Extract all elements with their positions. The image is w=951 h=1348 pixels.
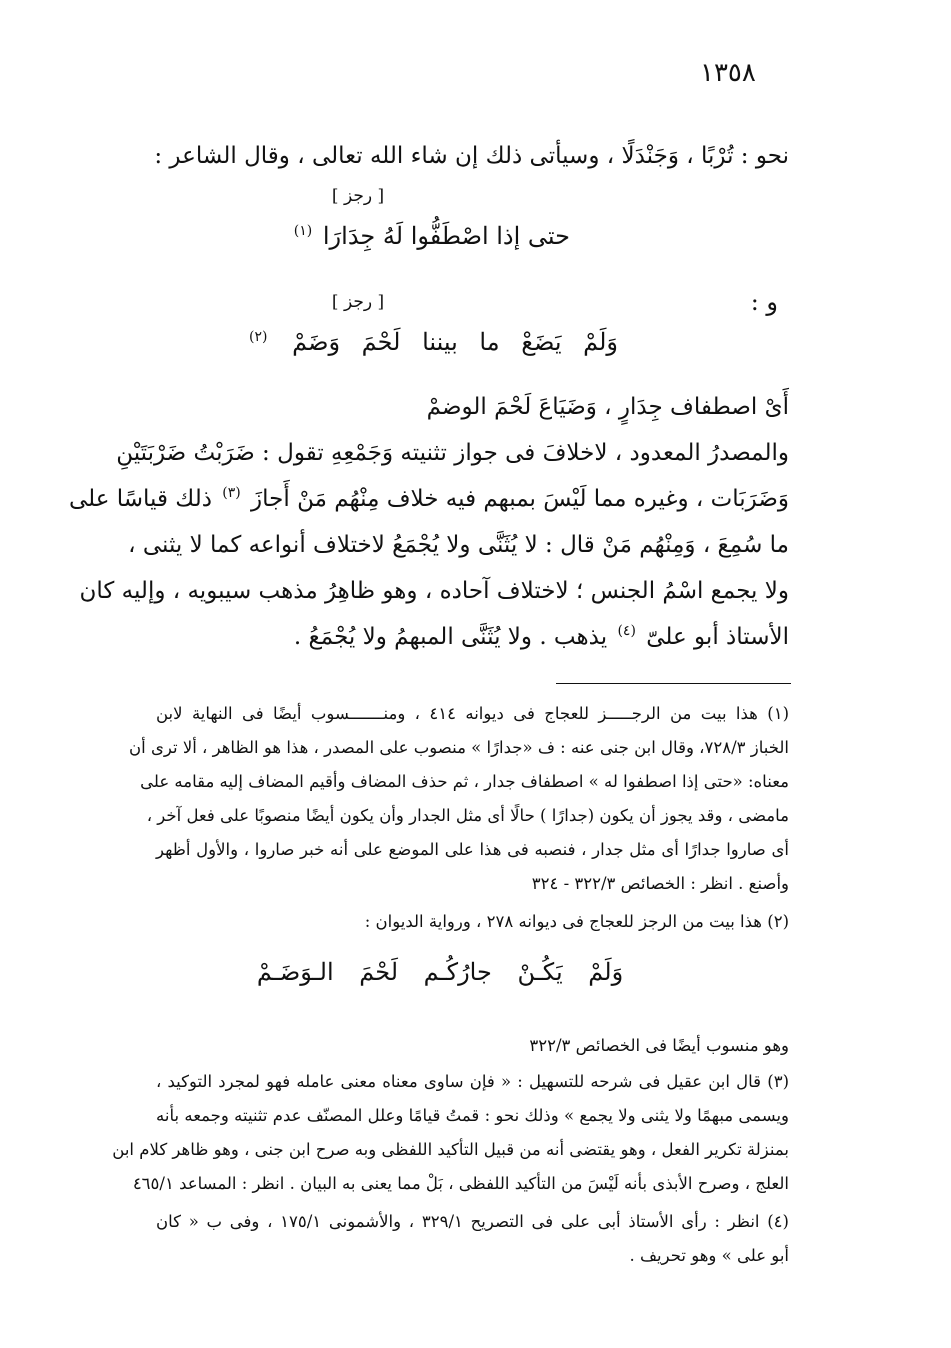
verse2-text — [249, 328, 618, 356]
verse2-lead: و : — [750, 288, 778, 316]
page-number: ١٣٥٨ — [700, 58, 756, 88]
paragraph2-line4: ولا يجمع اسْمُ الجنس ؛ لاختلاف آحاده ، وهو ظاهِرُ مذهب سيبويه ، وإليه كان — [79, 578, 789, 604]
footnote2-line2: وهو منسوب أيضًا فى الخصائص ٣٢٢/٣ — [529, 1036, 789, 1055]
paragraph2-line2-part1: وَضَرَبَات ، وغيره مما لَيْسَ بمبهم فيه خلاف مِنْهُم مَنْ أَجازَ — [251, 486, 789, 512]
footnote1-line4: مامضى ، وقد يجوز أن يكون (جدارًا ) حالًا أى مثل الجدار وأن يكون أيضًا منصوبًا على فعل آخر ، — [146, 806, 789, 825]
footnote-ref-1: (١) — [293, 223, 313, 239]
footnote3-line1: (٣) قال ابن عقيل فى شرحه للتسهيل : « فإن ساوى معناه معنى عامله فهو لمجرد التوكيد ، — [156, 1072, 789, 1091]
intro-line: نحو : تُرْبًا ، وَجَنْدَلًا ، وسيأتى ذلك إن شاء الله تعالى ، وقال الشاعر : — [154, 143, 789, 169]
paragraph2-line2-part2: ذلك قياسًا على — [68, 486, 212, 512]
footnote1-line5: أى صاروا جدارًا أى مثل جدار ، فنصبه فى هذا على الموضع على أنه خبر صاروا ، والأول أظهر — [156, 840, 789, 859]
paragraph2-line5-part1: الأستاذ أبو علىّ — [646, 624, 789, 650]
footnote1-line6: وأصنع . انظر : الخصائص ٣٢٢/٣ - ٣٢٤ — [531, 874, 789, 893]
verse1-meter: [ رجز ] — [331, 186, 385, 206]
paragraph1-line: أَىْ اصطفاف جِدَارٍ ، وَضَيَاعَ لَحْمَ الوضمْ — [426, 394, 789, 420]
footnote3-line2: ويسمى مبهمًا ولا يثنى ولا يجمع » وذلك نحو : قمتُ قيامًا وعلل المصنّف عدم تثنيته وجمعه بأنه — [156, 1106, 789, 1125]
footnote2-verse: وَلَمْ يَكُـنْ جارُكُـم لَحْمَ الـوَضَـمْ — [256, 958, 624, 986]
footnote-ref-3: (٣) — [222, 485, 241, 501]
footnote3-line4: العلج ، وصرح الأبذى بأنه لَيْسَ من التأكيد اللفظى ، بَلْ مما يعنى به البيان . انظر : المساعد ٤٦٥/١ — [132, 1174, 789, 1193]
footnote1-line3: معناه: «حتى إذا اصطفوا له » اصطفاف جدار ، ثم حذف المضاف وأقيم المضاف إليه مقامه على — [140, 772, 789, 791]
paragraph2-line2 — [68, 485, 789, 514]
footnote-separator — [556, 683, 791, 684]
footnote4-line2: أبو على » وهو تحريف . — [629, 1246, 789, 1265]
paragraph2-line1: والمصدرُ المعدود ، لاخلافَ فى جواز تثنيته وَجَمْعِهِ تقول : ضَرَبْتُ ضَرْبَتَيْنِ — [116, 440, 789, 466]
verse1-text — [290, 222, 570, 250]
paragraph2-line5-part2: يذهب . ولا يُثَنَّى المبهمُ ولا يُجْمَعُ . — [293, 624, 608, 650]
verse2-meter: [ رجز ] — [331, 292, 385, 312]
footnote-ref-2: (٢) — [249, 329, 268, 345]
paragraph2-line5 — [149, 624, 789, 652]
footnote1-line1: (١) هذا بيت من الرجـــــز للعجاج فى ديوانه ٤١٤ ، ومنـــــــسوب أيضًا فى النهاية لابن — [156, 704, 789, 723]
verse2-line: وَلَمْ يَضَعْ ما بيننا لَحْمَ وَضَمْ — [292, 328, 618, 356]
paragraph2-line3: ما سُمِعَ ، وَمِنْهُم مَنْ قال : لا يُثَنَّى ولا يُجْمَعُ لاختلاف أنواعه كما لا يثنى ، — [128, 532, 789, 558]
verse1-line: حتى إذا اصْطَفُّوا لَهُ جِدَارَا — [322, 222, 570, 250]
footnote4-line1: (٤) انظر : رأى الأستاذ أبى على فى التصريح ٣٢٩/١ ، والأشمونى ١٧٥/١ ، وفى ب « كان — [156, 1212, 789, 1231]
footnote3-line3: بمنزلة تكرير الفعل ، وهو يقتضى أنه من قبيل التأكيد اللفظى وبه صرح ابن جنى ، وهو ظاهر كلام ابن — [112, 1140, 789, 1159]
footnote-ref-4: (٤) — [617, 623, 636, 639]
footnote1-line2: الخباز ٧٢٨/٣، وقال ابن جنى عنه : ف «جدارًا » منصوب على المصدر ، هذا هو الظاهر ، ألا ترى أن — [129, 738, 789, 757]
footnote2-line1: (٢) هذا بيت من الرجز للعجاج فى ديوانه ٢٧٨ ، ورواية الديوان : — [364, 912, 789, 931]
